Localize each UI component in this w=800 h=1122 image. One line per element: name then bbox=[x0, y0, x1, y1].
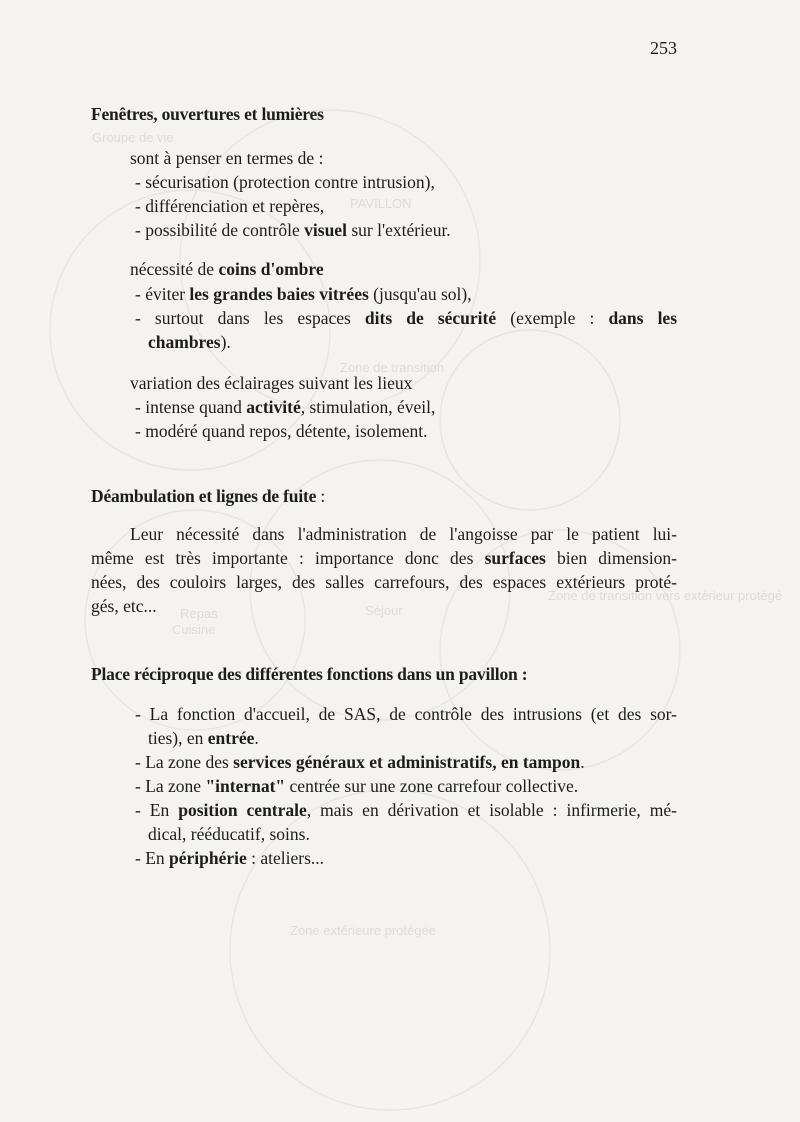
paragraph-line: Leur nécessité dans l'administration de l'angoisse par le patient lui- bbox=[130, 524, 677, 544]
text-run: (exemple : bbox=[496, 308, 609, 328]
text-run: - intense quand bbox=[135, 397, 247, 417]
paragraph-line bbox=[130, 259, 324, 280]
emphasis: coins d'ombre bbox=[218, 259, 324, 279]
section-intro: sont à penser en termes de : bbox=[130, 148, 324, 168]
emphasis: "internat" bbox=[205, 776, 286, 796]
emphasis: activité bbox=[246, 397, 301, 417]
list-item bbox=[135, 308, 677, 329]
list-item bbox=[135, 800, 677, 821]
list-item-continuation bbox=[148, 332, 231, 353]
paragraph-line: nées, des couloirs larges, des salles carrefours, des espaces extérieurs proté- bbox=[91, 572, 677, 592]
text-run: - En bbox=[135, 848, 170, 868]
ghost-label: PAVILLON bbox=[350, 196, 412, 211]
paragraph-line: variation des éclairages suivant les lieux bbox=[130, 373, 413, 393]
ghost-label: Repas bbox=[180, 606, 218, 621]
ghost-label: Séjour bbox=[365, 603, 403, 618]
list-item: - modéré quand repos, détente, isolement. bbox=[135, 421, 428, 441]
text-run: . bbox=[254, 728, 259, 748]
ghost-circle bbox=[440, 330, 620, 510]
text-run: - La zone des bbox=[135, 752, 234, 772]
text-run: , stimulation, éveil, bbox=[300, 397, 436, 417]
ghost-label: Cuisine bbox=[172, 622, 216, 637]
ghost-label: Zone de transition bbox=[340, 360, 445, 375]
text-run: - surtout dans les espaces bbox=[135, 308, 365, 328]
text-run: - La zone bbox=[135, 776, 206, 796]
emphasis: surfaces bbox=[484, 548, 546, 568]
text-run: - éviter bbox=[135, 284, 190, 304]
list-item bbox=[135, 848, 324, 869]
text-run: ). bbox=[220, 332, 231, 352]
ghost-label: Groupe de vie bbox=[92, 130, 174, 145]
emphasis: les grandes baies vitrées bbox=[189, 284, 369, 304]
list-item: - sécurisation (protection contre intrusion), bbox=[135, 172, 435, 192]
text-run: (jusqu'au sol), bbox=[368, 284, 472, 304]
list-item: - différenciation et repères, bbox=[135, 196, 325, 216]
emphasis: position centrale bbox=[178, 800, 307, 820]
paragraph-line: gés, etc... bbox=[91, 596, 157, 616]
section-heading-functions: Place réciproque des différentes fonctions dans un pavillon : bbox=[91, 664, 528, 684]
text-run: sur l'extérieur. bbox=[346, 220, 451, 240]
list-item bbox=[135, 397, 435, 418]
section-heading-windows: Fenêtres, ouvertures et lumières bbox=[91, 104, 324, 124]
text-run: bien dimension- bbox=[545, 548, 678, 568]
emphasis: périphérie bbox=[169, 848, 247, 868]
list-item: - La fonction d'accueil, de SAS, de contrôle des intrusions (et des sor- bbox=[135, 704, 677, 724]
text-run: ties), en bbox=[148, 728, 208, 748]
list-item bbox=[135, 284, 472, 305]
emphasis: services généraux et administratifs, en tampon bbox=[233, 752, 581, 772]
ghost-label: Zone de transition vers extérieur protégé bbox=[548, 588, 783, 603]
emphasis: chambres bbox=[148, 332, 221, 352]
text-run: : ateliers... bbox=[246, 848, 325, 868]
text-run: même est très importante : importance donc des bbox=[91, 548, 485, 568]
list-item bbox=[135, 776, 578, 797]
text-run: - En bbox=[135, 800, 179, 820]
list-item bbox=[135, 220, 451, 241]
text-run: . bbox=[580, 752, 585, 772]
list-item-continuation bbox=[148, 728, 259, 749]
text-run: nécessité de bbox=[130, 259, 219, 279]
heading-text: Déambulation et lignes de fuite bbox=[91, 486, 317, 506]
heading-suffix: : bbox=[316, 486, 326, 506]
text-run: centrée sur une zone carrefour collective. bbox=[285, 776, 579, 796]
list-item-continuation: dical, rééducatif, soins. bbox=[148, 824, 310, 844]
text-run: - possibilité de contrôle bbox=[135, 220, 305, 240]
text-run: , mais en dérivation et isolable : infirmerie, mé- bbox=[306, 800, 677, 820]
emphasis: dits de sécurité bbox=[364, 308, 497, 328]
section-heading-deambulation bbox=[91, 486, 325, 507]
emphasis: visuel bbox=[304, 220, 347, 240]
paragraph-line bbox=[91, 548, 677, 569]
list-item bbox=[135, 752, 585, 773]
emphasis: dans les bbox=[608, 308, 678, 328]
ghost-label: Zone extérieure protégée bbox=[290, 923, 436, 938]
page-number: 253 bbox=[650, 38, 677, 58]
emphasis: entrée bbox=[207, 728, 255, 748]
